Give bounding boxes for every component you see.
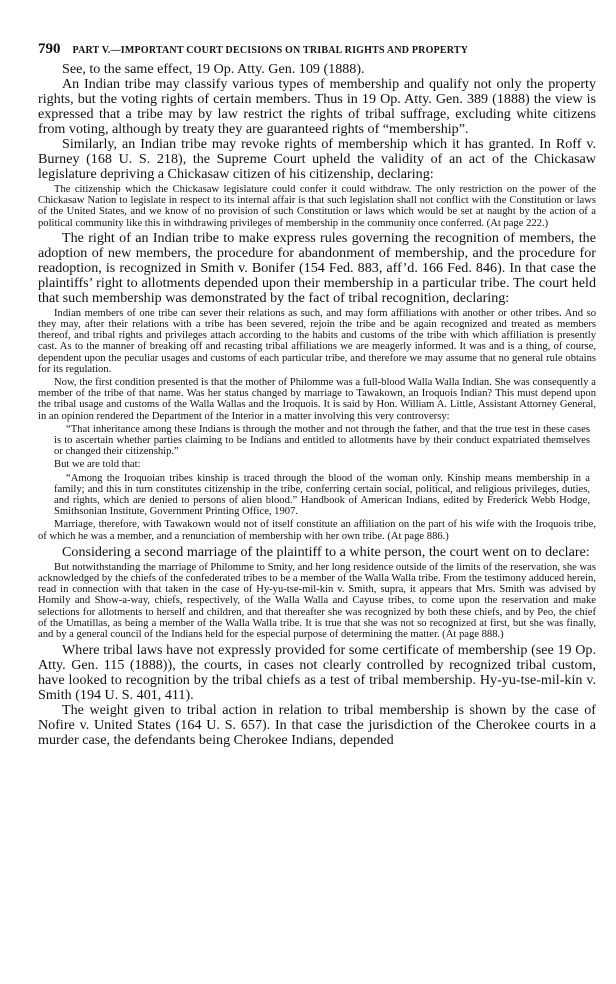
paragraph-4: The right of an Indian tribe to make express rules governing the recognition of members, the adoption of new members, the procedure for abandonment of membership, and the procedure for readoption, is recognized in Smith v. Bonifer (154 Fed. 883, aff’d. 166 Fed. 846). In that case the plaintiffs’ right to allotments depended upon their membership in a particular tribe. The court held that such membership was demonstrated by the fact of tribal recognition, declaring: [38, 229, 596, 306]
paragraph-7: The weight given to tribal action in relation to tribal membership is shown by the case of Nofire v. United States (164 U. S. 657). In that case the jurisdiction of the Cherokee courts in a murder case, the defendants being Cherokee Indians, depended [38, 702, 596, 749]
quote-handbook: “Among the Iroquoian tribes kinship is traced through the blood of the woman only. Kinship means membership in a family; and this in turn constitutes citizenship in the tribe, conferring certain social, political, and religious privileges, duties, and rights, which are denied to persons of alien blood.” Handbook of American Indians, edited by Frederick Webb Hodge, Smithsonian Institute, Government Printing Office, 1907. [54, 472, 590, 518]
page-number: 790 [38, 41, 61, 57]
quote-marriage-tawakown: Marriage, therefore, with Tawakown would not of itself constitute an affiliation on the part of his wife with the Iroquois tribe, of which he was a member, and a renunciation of membership with her own tribe. (At page 886.) [38, 519, 596, 542]
running-title: PART V.—IMPORTANT COURT DECISIONS ON TRIBAL RIGHTS AND PROPERTY [72, 45, 469, 56]
quote-roff-v-burney: The citizenship which the Chickasaw legislature could confer it could withdraw. The only restriction on the power of the Chickasaw Nation to legislate in respect to its internal affair is that such legislation shall not conflict with the Constitution or laws of the United States, and we know of no provision of such Constitution or laws which would be set at naught by the action of a political community like this in withdrawing privileges of membership in the community once conferred. (At page 222.) [38, 184, 596, 229]
paragraph-6: Where tribal laws have not expressly provided for some certificate of membership (see 19 Op. Atty. Gen. 115 (1888)), the courts, in cases not clearly controlled by recognized tribal custom, have looked to recognition by the tribal chiefs as a test of tribal membership. Hy-yu-tse-mil-kin v. Smith (194 U. S. 401, 411). [38, 642, 596, 704]
document-page [38, 40, 596, 748]
page-header [38, 40, 596, 58]
quote-second-marriage: But notwithstanding the marriage of Philomme to Smity, and her long residence outside of the limits of the reservation, she was acknowledged by the chiefs of the confederated tribes to be a member of the Walla Walla tribe. From the testimony adduced herein, read in connection with that taken in the case of Hy-yu-tse-mil-kin v. Smith, supra, it appears that Mrs. Smith was advised by Homily and Show-a-way, chiefs, respectively, of the Walla Walla and Cayuse tribes, to come upon the reservation and make selections for allotments to herself and children, and that thereafter she was recognized by both these chiefs, and by Peo, the chief of the Umatillas, as being a member of the Walla Walla tribe. It is true that she was not so recognized at first, but she was finally, and by a general council of the Indians held for the especial purpose of determining the matter. (At page 888.) [38, 561, 596, 641]
quote-smith-bonifer-1: Indian members of one tribe can sever their relations as such, and may form affiliations with another or other tribes. And so they may, after their relations with a tribe has been severed, rejoin the tribe and be again recognized and treated as members thereof, and tribal rights and privileges attach according to the habits and customs of the tribe with which affiliation is presently cast. As to the manner of breaking off and recasting tribal affiliations we are meagerly informed. It was and is a thing, of course, dependent upon the peculiar usages and customs of each particular tribe, and therefore we may assume that no general rule obtains for its regulation. [38, 307, 596, 375]
quote-little-opinion: “That inheritance among these Indians is through the mother and not through the father, and that the true test in these cases is to ascertain whether parties claiming to be Indians and entitled to allotments have by their conduct expatriated themselves or changed their citizenship.” [54, 423, 590, 458]
paragraph-5: Considering a second marriage of the plaintiff to a white person, the court went on to declare: [62, 543, 590, 560]
paragraph-2: An Indian tribe may classify various types of membership and qualify not only the property rights, but the voting rights of certain members. Thus in 19 Op. Atty. Gen. 389 (1888) the view is expressed that a tribe may by law restrict the rights of tribal suffrage, excluding white citizens from voting, although by treaty they are guaranteed rights of “membership”. [38, 76, 596, 137]
quote-but-we-are-told: But we are told that: [54, 459, 141, 471]
quote-smith-bonifer-2: Now, the first condition presented is that the mother of Philomme was a full-blood Walla Walla Indian. She was consequently a member of the tribe of that name. Was her status changed by marriage to Tawakown, an Iroquois Indian? This must depend upon the tribal usage and customs of the Walla Wallas and the Iroquois. It is said by Hon. William A. Little, Assistant Attorney General, in an opinion rendered the Department of the Interior in a matter involving this very controversy: [38, 377, 596, 422]
paragraph-3: Similarly, an Indian tribe may revoke rights of membership which it has granted. In Roff v. Burney (168 U. S. 218), the Supreme Court upheld the validity of an act of the Chickasaw legislature depriving a Chickasaw citizen of his citizenship, declaring: [38, 136, 596, 182]
paragraph-1: See, to the same effect, 19 Op. Atty. Gen. 109 (1888). [62, 61, 365, 77]
